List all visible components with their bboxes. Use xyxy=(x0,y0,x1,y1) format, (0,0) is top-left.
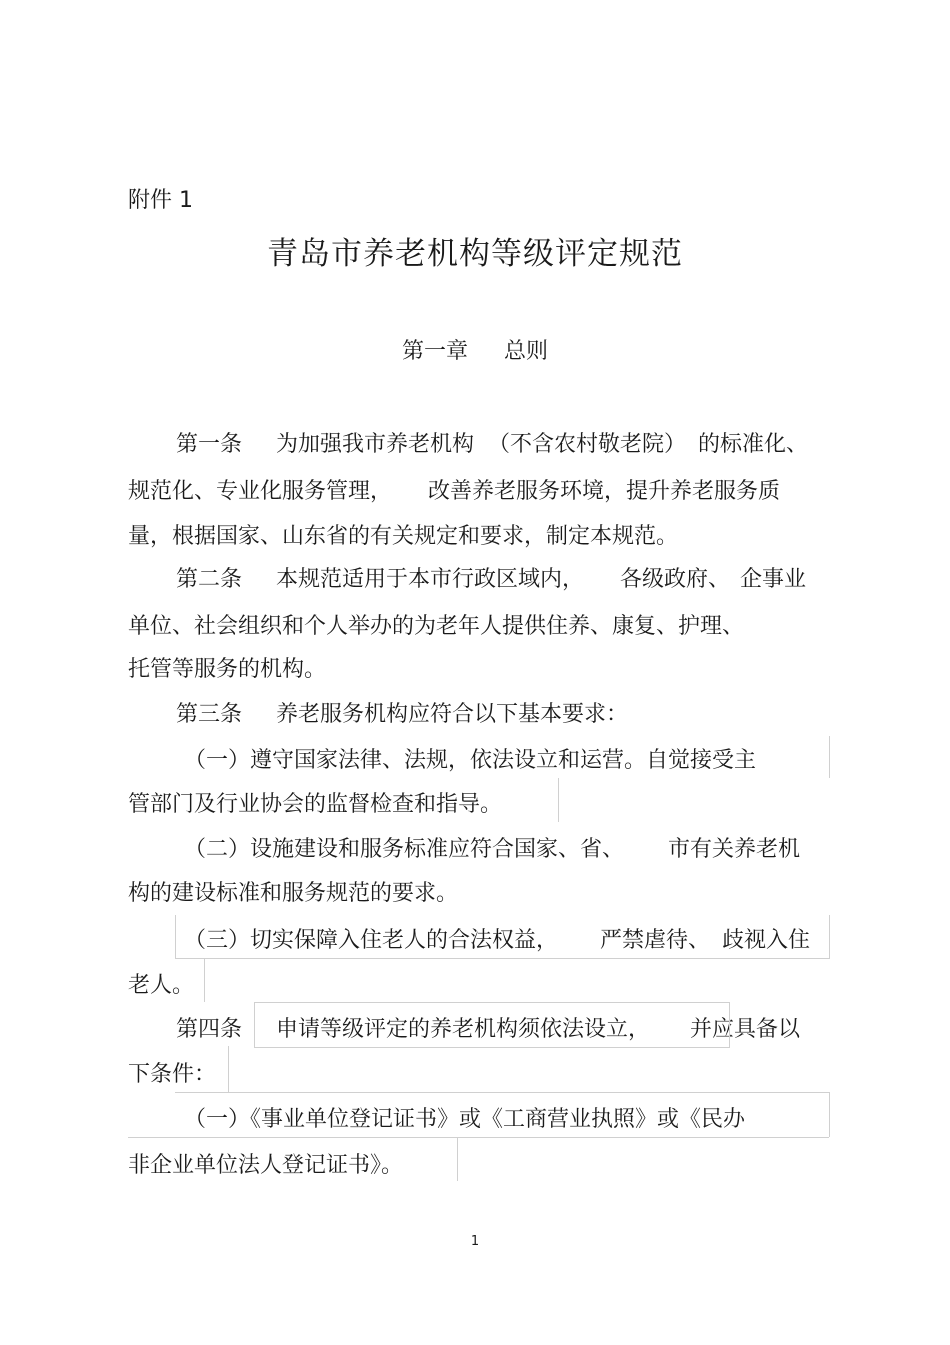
article-3-item-2-line-1 xyxy=(184,835,800,865)
scan-artifact-line xyxy=(254,1002,730,1048)
article-text: 的标准化、 xyxy=(698,432,809,457)
article-text: 并应具备以 xyxy=(690,1017,801,1042)
article-text: 严禁虐待、 xyxy=(600,928,711,953)
article-4-line-2: 下条件： xyxy=(128,1062,217,1087)
article-label: 第二条 xyxy=(176,567,243,592)
article-1-line-2 xyxy=(128,477,780,507)
article-label: 第三条 xyxy=(176,702,243,727)
article-2-line-2: 单位、社会组织和个人举办的为老年人提供住养、康复、护理、 xyxy=(128,614,745,639)
article-1-line-3: 量，根据国家、山东省的有关规定和要求，制定本规范。 xyxy=(128,524,679,549)
chapter-number: 第一章 xyxy=(401,339,468,364)
article-3-item-1-line-1: （一）遵守国家法律、法规，依法设立和运营。自觉接受主 xyxy=(184,748,757,773)
scan-artifact-line xyxy=(829,915,830,959)
scan-artifact-line xyxy=(228,1046,229,1092)
scan-artifact-line xyxy=(558,778,559,822)
scan-artifact-line xyxy=(204,959,205,1002)
scan-artifact-line xyxy=(175,958,829,959)
article-2-line-1 xyxy=(176,565,806,595)
scan-artifact-line xyxy=(829,1092,830,1137)
page-number: 1 xyxy=(470,1234,480,1249)
article-text: 为加强我市养老机构 xyxy=(276,432,475,457)
article-3-item-3-line-1 xyxy=(184,926,810,956)
article-text: 本规范适用于本市行政区域内， xyxy=(276,567,585,592)
article-text: 市有关养老机 xyxy=(668,837,801,862)
article-text: 改善养老服务环境，提升养老服务质 xyxy=(428,479,781,504)
article-1-line-1 xyxy=(176,430,808,460)
article-3-line-1 xyxy=(176,700,628,730)
page-title: 青岛市养老机构等级评定规范 xyxy=(267,236,683,272)
article-text: （二）设施建设和服务标准应符合国家、省、 xyxy=(184,837,625,862)
article-3-item-2-line-2: 构的建设标准和服务规范的要求。 xyxy=(128,881,459,906)
article-text: 歧视入住 xyxy=(722,928,811,953)
article-3-item-3-line-2: 老人。 xyxy=(128,973,195,998)
article-4-item-1-line-2: 非企业单位法人登记证书》。 xyxy=(128,1153,404,1178)
scan-artifact-line xyxy=(128,1137,829,1138)
article-text: （三）切实保障入住老人的合法权益， xyxy=(184,928,559,953)
article-text: 企事业 xyxy=(740,567,807,592)
article-2-line-3: 托管等服务的机构。 xyxy=(128,657,327,682)
chapter-heading xyxy=(0,337,950,367)
article-text: （不含农村敬老院） xyxy=(488,432,687,457)
article-4-item-1-line-1: （一）《事业单位登记证书》或《工商营业执照》或《民办 xyxy=(184,1107,746,1132)
attachment-label: 附件 1 xyxy=(128,188,193,213)
scan-artifact-line xyxy=(829,736,830,778)
article-3-item-1-line-2: 管部门及行业协会的监督检查和指导。 xyxy=(128,792,503,817)
scan-artifact-line xyxy=(457,1137,458,1181)
scan-artifact-line xyxy=(175,915,176,959)
chapter-name: 总则 xyxy=(504,339,549,364)
article-text: 申请等级评定的养老机构须依法设立， xyxy=(276,1017,651,1042)
scan-artifact-line xyxy=(175,1092,829,1093)
article-text: 养老服务机构应符合以下基本要求： xyxy=(276,702,629,727)
article-label: 第一条 xyxy=(176,432,243,457)
article-text: 各级政府、 xyxy=(620,567,731,592)
article-label: 第四条 xyxy=(176,1017,243,1042)
article-text: 规范化、专业化服务管理， xyxy=(128,479,393,504)
